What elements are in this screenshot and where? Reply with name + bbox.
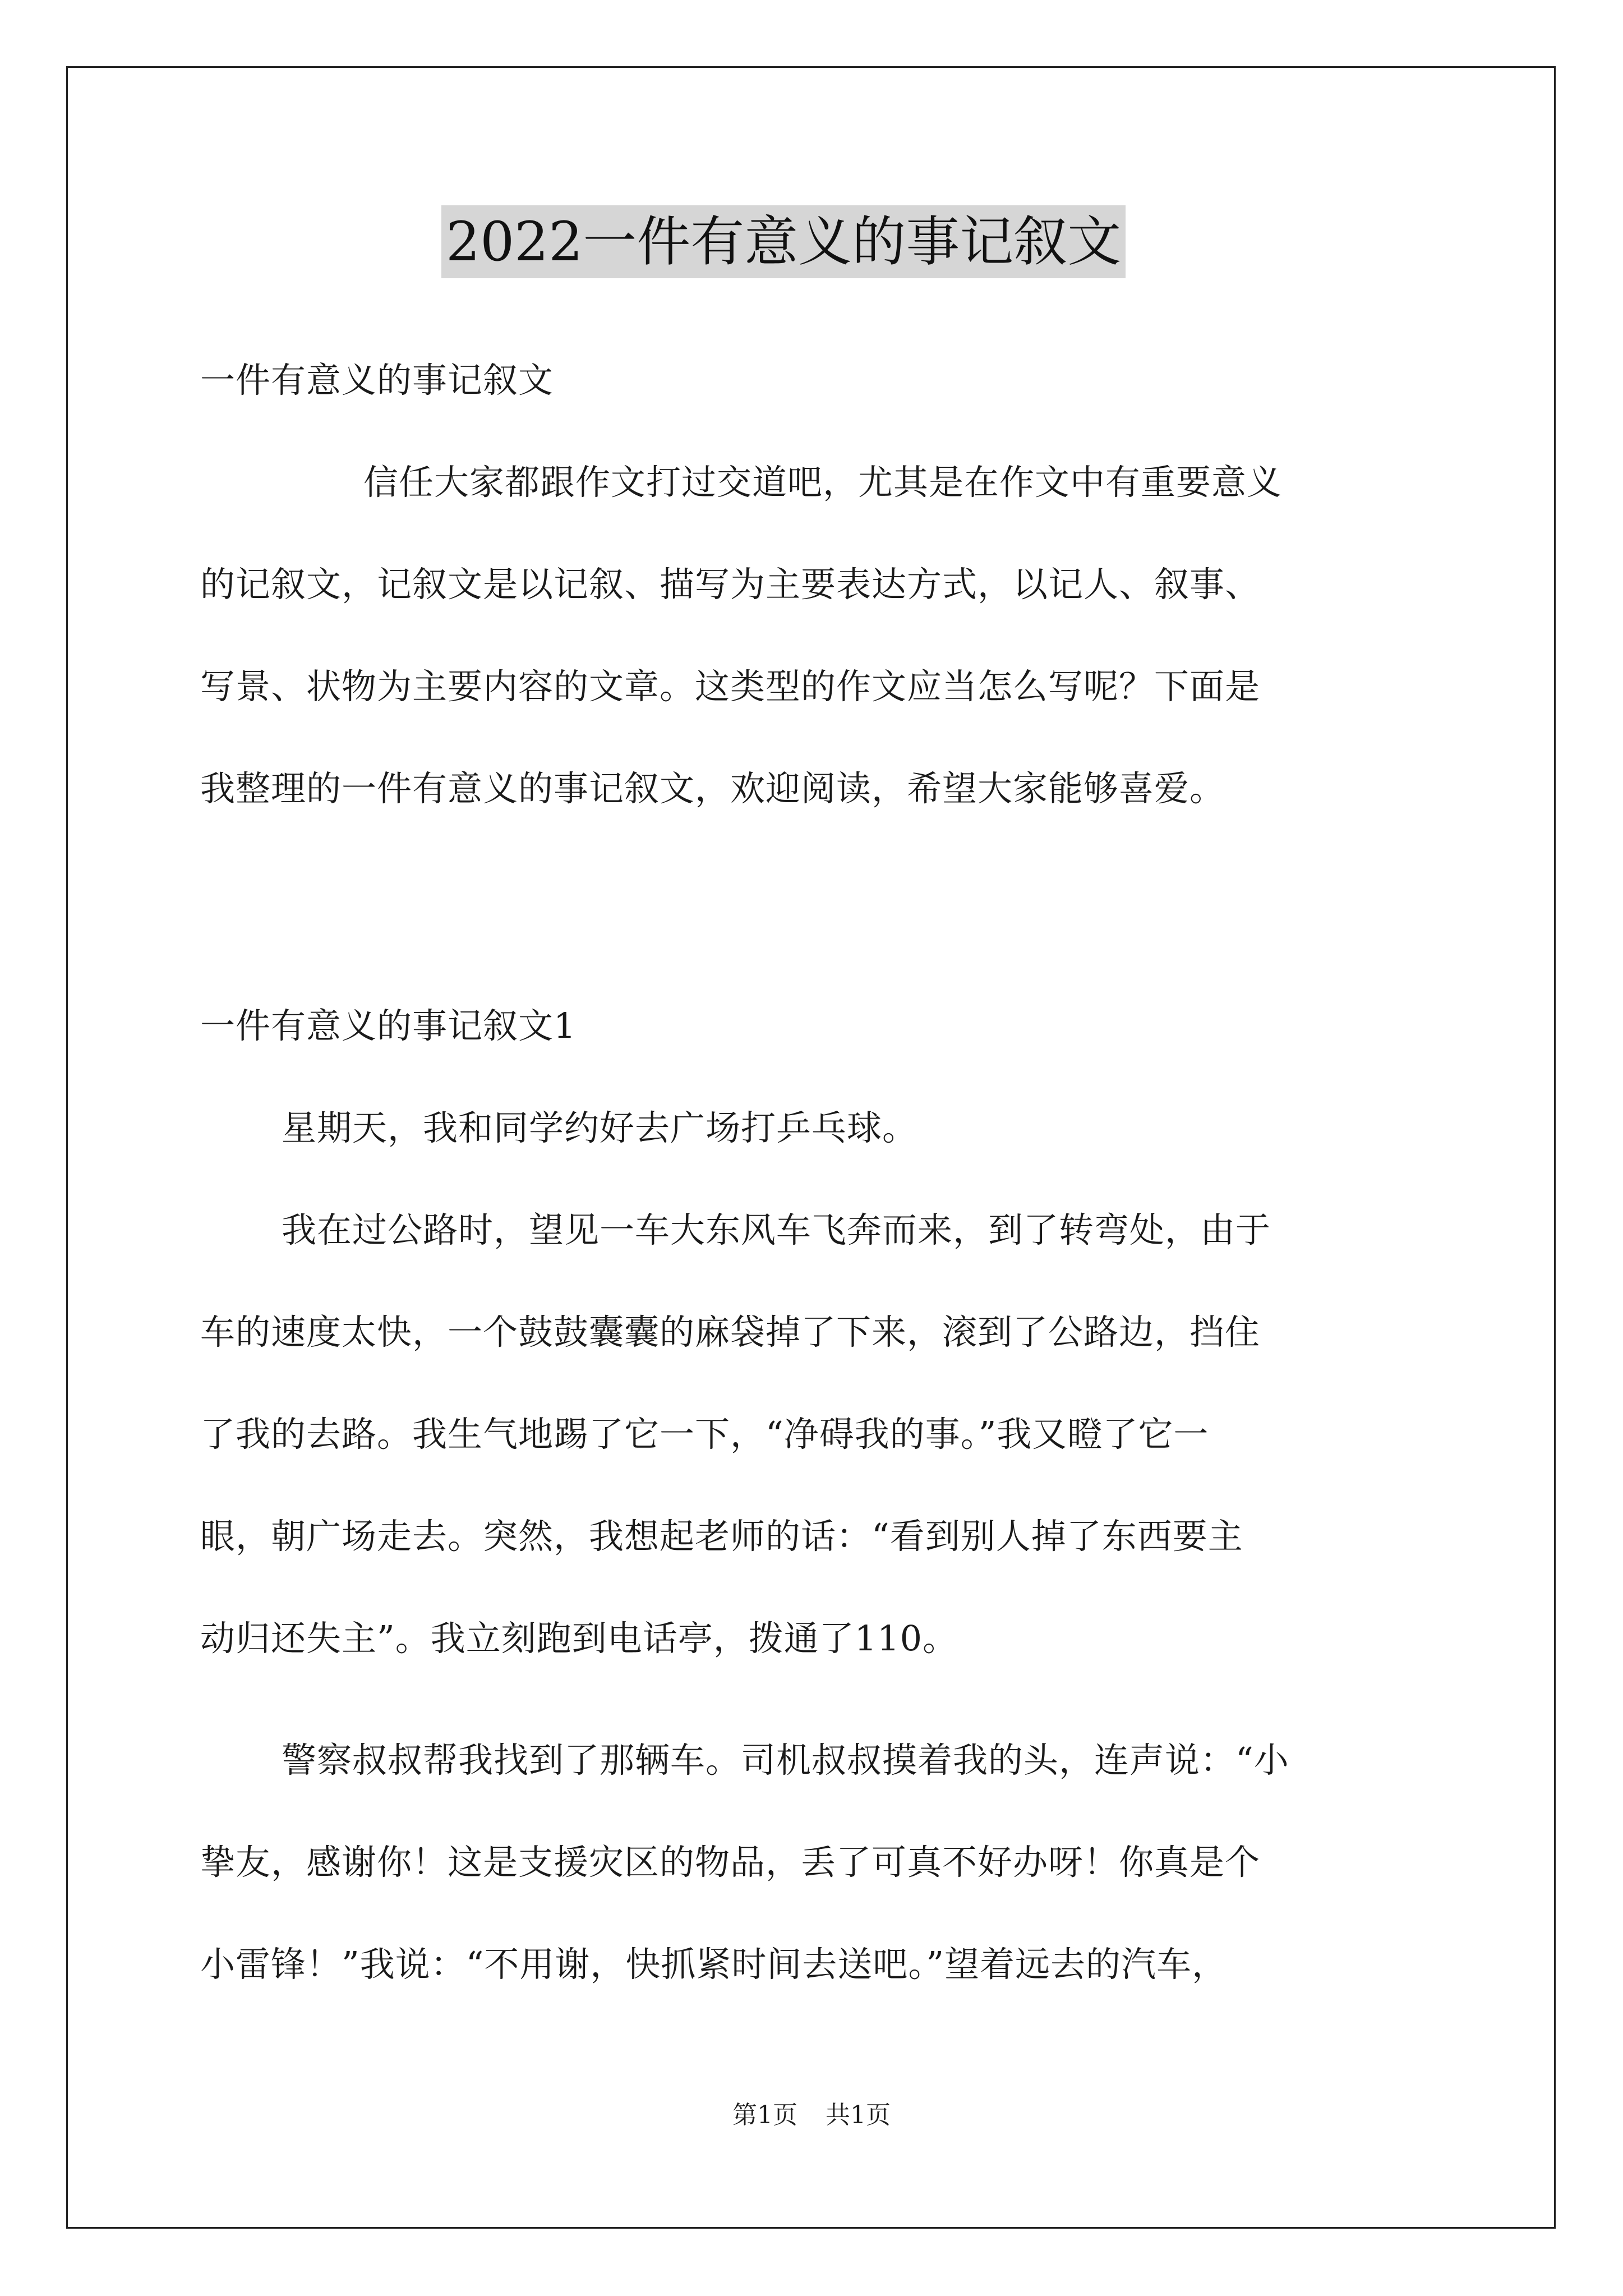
section-heading: 一件有意义的事记叙文1 [200, 1005, 577, 1046]
body-line: 挚友，感谢你！这是支援灾区的物品，丢了可真不好办呀！你真是个 [200, 1842, 1261, 1883]
body-line: 眼，朝广场走去。突然，我想起老师的话：“看到别人掉了东西要主 [200, 1516, 1243, 1557]
body-line: 星期天，我和同学约好去广场打乒乓球。 [282, 1107, 918, 1148]
body-line: 小雷锋！”我说：“不用谢，快抓紧时间去送吧。”望着远去的汽车， [200, 1944, 1228, 1985]
page-number: 第1页 [732, 2101, 797, 2129]
body-line: 了我的去路。我生气地踢了它一下，“净碍我的事。”我又瞪了它一 [200, 1414, 1209, 1455]
page-footer [0, 2099, 1623, 2132]
body-line: 动归还失主”。我立刻跑到电话亭，拨通了110。 [200, 1618, 958, 1659]
intro-line: 信任大家都跟作文打过交道吧，尤其是在作文中有重要意义 [363, 462, 1283, 503]
document-subtitle: 一件有意义的事记叙文 [200, 360, 554, 401]
intro-line: 的记叙文，记叙文是以记叙、描写为主要表达方式，以记人、叙事、 [200, 564, 1261, 605]
intro-line: 写景、状物为主要内容的文章。这类型的作文应当怎么写呢？下面是 [200, 666, 1261, 707]
page-total: 共1页 [826, 2101, 891, 2129]
body-line: 警察叔叔帮我找到了那辆车。司机叔叔摸着我的头，连声说：“小 [282, 1740, 1289, 1780]
document-title: 2022一件有意义的事记叙文 [441, 205, 1126, 278]
body-line: 车的速度太快，一个鼓鼓囊囊的麻袋掉了下来，滚到了公路边，挡住 [200, 1312, 1261, 1352]
body-line: 我在过公路时，望见一车大东风车飞奔而来，到了转弯处，由于 [282, 1209, 1271, 1250]
intro-line: 我整理的一件有意义的事记叙文，欢迎阅读，希望大家能够喜爱。 [200, 768, 1225, 809]
